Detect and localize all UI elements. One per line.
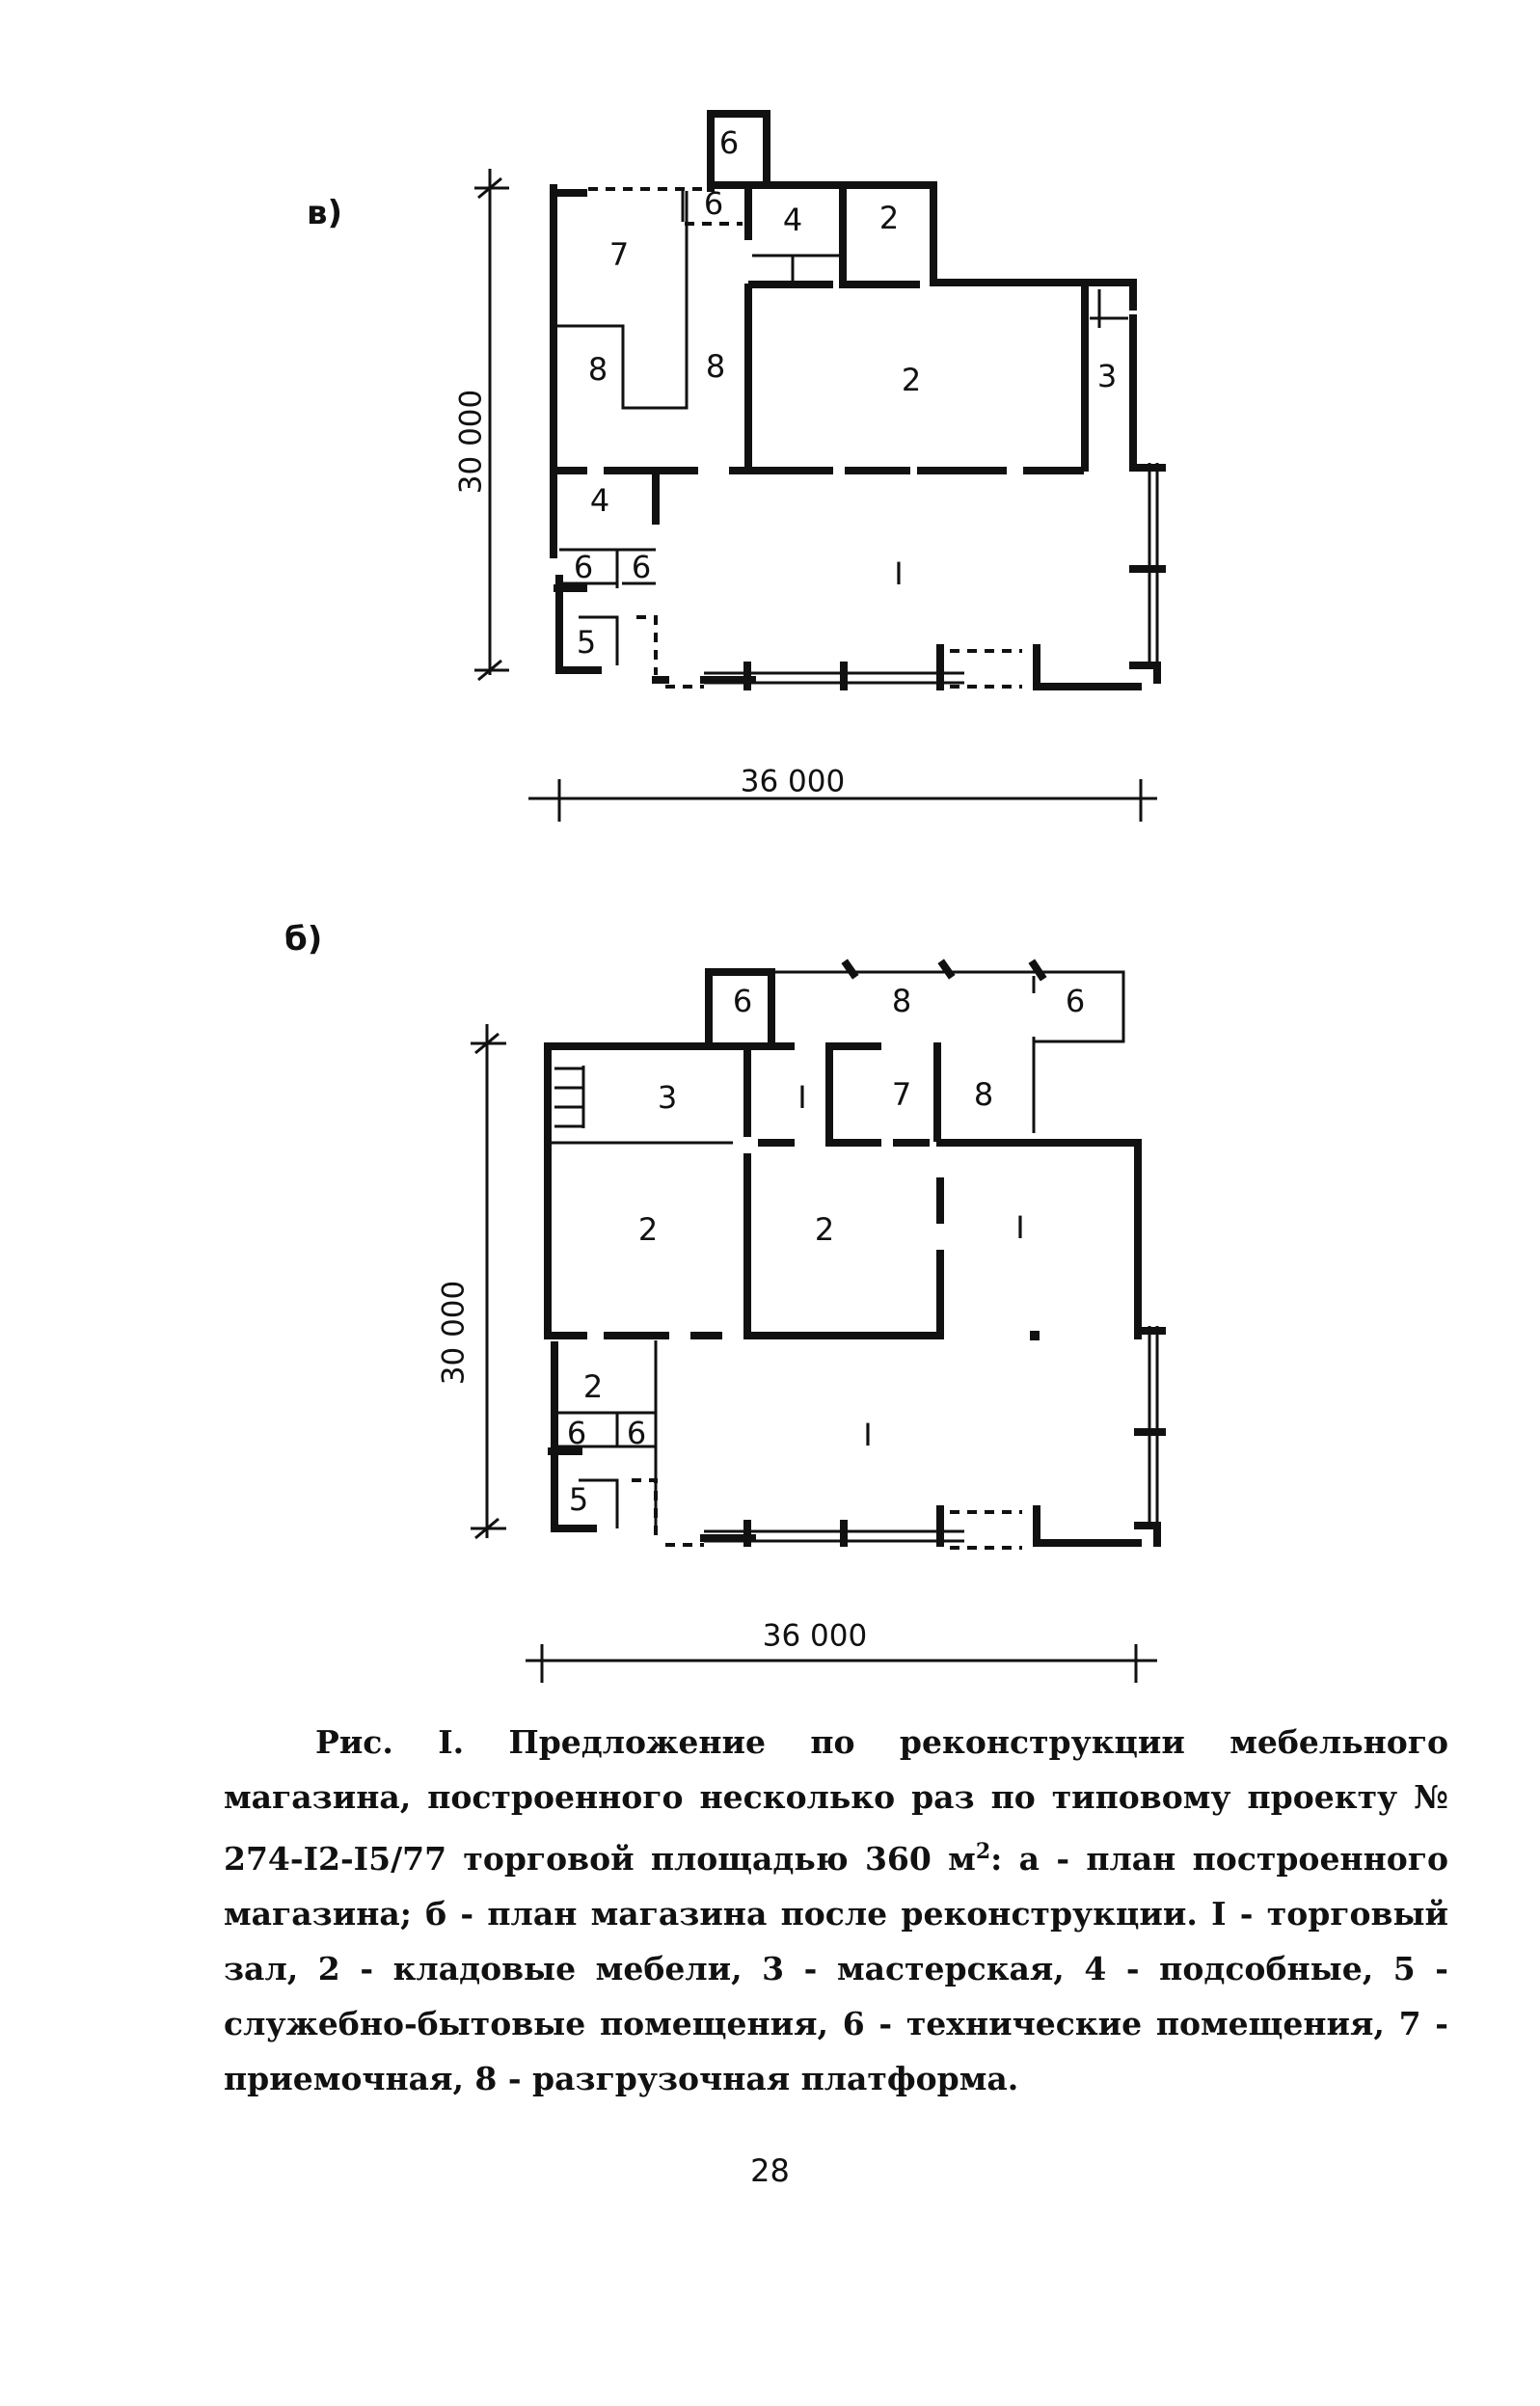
plan-b-room-label: I — [797, 1079, 807, 1116]
plan-a-letter: в) — [307, 194, 343, 232]
caption-superscript: 2 — [975, 1839, 991, 1864]
plan-a-room-label: 4 — [589, 482, 610, 519]
plan-b-room-label: I — [863, 1417, 873, 1453]
plan-b-room-label: 6 — [1065, 983, 1086, 1019]
plan-a-room-label: 2 — [901, 362, 922, 398]
plan-b-height-label: 30 000 — [436, 1280, 472, 1386]
figure-caption — [224, 1715, 1448, 2106]
plan-a — [307, 114, 1162, 822]
plan-b-room-label: 3 — [657, 1079, 678, 1116]
plan-a-room-label: 6 — [703, 185, 724, 222]
plan-b-room-label: 2 — [582, 1368, 604, 1405]
plan-b-room-label: 8 — [973, 1076, 994, 1113]
plan-a-room-label: 4 — [782, 202, 803, 238]
plan-b — [284, 920, 1162, 1683]
plan-a-room-label: 6 — [631, 549, 652, 585]
plan-b-room-label: 7 — [891, 1076, 912, 1113]
caption-text — [224, 1715, 1448, 2106]
plan-a-room-label: I — [894, 555, 904, 592]
plan-a-height-dimension — [454, 169, 510, 680]
plan-a-room-label: 8 — [705, 348, 726, 385]
plan-b-room-label: 6 — [732, 983, 753, 1019]
plan-a-width-label: 36 000 — [740, 764, 846, 799]
plan-b-width-dimension — [526, 1619, 1157, 1684]
plan-a-room-label: 8 — [587, 351, 608, 388]
page-number: 28 — [750, 2152, 790, 2189]
plan-a-room-label: 5 — [576, 624, 597, 661]
caption-part2: : а - план построенного магазина; б - план магазина после реконструкции. I - торговый зал, 2 - кладовые мебели, 3 - мастерская, 4 - подсобные, 5 - служебно-бытовые помещения, 6 - технические помещения, 7 - приемочная, 8 - разгрузочная платформа. — [224, 1840, 1448, 2097]
plan-a-room-label: 2 — [878, 200, 900, 236]
plan-a-room-label: 6 — [573, 549, 594, 585]
plan-b-room-label: 6 — [626, 1415, 647, 1451]
plan-b-room-label: 5 — [568, 1481, 589, 1518]
plan-a-width-dimension — [528, 765, 1157, 823]
plan-b-room-label: 2 — [637, 1211, 659, 1248]
plan-b-walls — [548, 964, 1162, 1548]
plan-b-letter: б) — [284, 920, 323, 959]
plan-b-height-dimension — [437, 1024, 507, 1538]
plan-b-width-label: 36 000 — [762, 1618, 868, 1654]
caption-part1: Рис. I. Предложение по реконструкции мебельного магазина, построенного несколько раз по типовому проекту № 274-I2-I5/77 торговой площадью 360 м — [224, 1723, 1448, 1878]
plan-b-room-label: 2 — [814, 1211, 835, 1248]
plan-a-room-label: 6 — [718, 124, 740, 161]
plan-b-room-label: I — [1015, 1209, 1025, 1246]
plan-a-walls — [554, 114, 1162, 687]
plan-a-room-label: 3 — [1096, 358, 1118, 394]
plan-a-height-label: 30 000 — [453, 389, 489, 495]
plan-a-room-label: 7 — [608, 236, 630, 273]
plan-b-room-label: 8 — [891, 983, 912, 1019]
plan-b-room-label: 6 — [566, 1415, 587, 1451]
